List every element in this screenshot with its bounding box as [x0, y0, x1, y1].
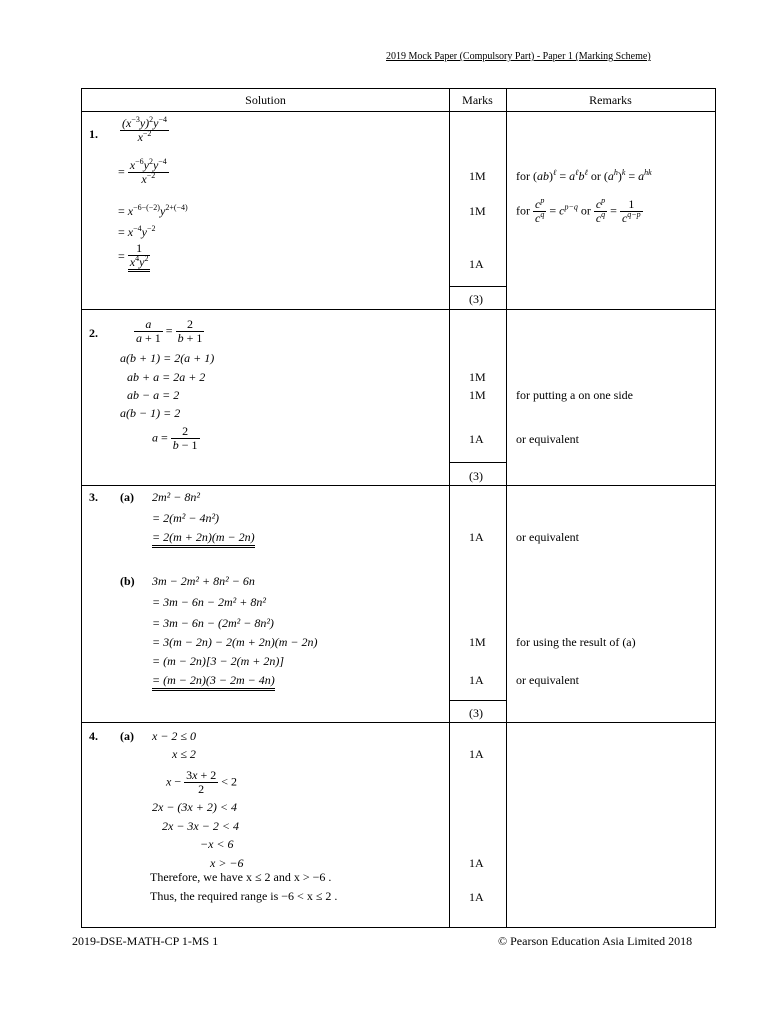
remark: for $(ab)^\ell = a^\ell b^\ell$ or $(a^h)^k = a^{hk}$: [516, 168, 652, 183]
row-divider: [82, 111, 715, 112]
q4-step: x ≤ 2: [172, 747, 196, 761]
header-marks: Marks: [462, 93, 493, 107]
q1-step: = $x^{-4}y^{-2}$: [118, 224, 156, 239]
part-label: (a): [120, 729, 134, 743]
q4-step: x > −6: [210, 856, 244, 870]
q3a-step: 2m² − 8n²: [152, 490, 200, 504]
remark: for using the result of (a): [516, 635, 636, 649]
question-number: 1.: [89, 127, 98, 141]
q1-expression: $\frac{(x^{-3}y)^2y^{-4}}{x^{-2}}$: [122, 115, 168, 144]
q4-step: 2x − (3x + 2) < 4: [152, 800, 237, 814]
question-number: 2.: [89, 326, 98, 340]
q3b-step: = (m − 2n)[3 − 2(m + 2n)]: [152, 654, 285, 668]
q1-answer: = $\frac{1}{x^4y^2}$: [118, 242, 150, 272]
part-label: (a): [120, 490, 134, 504]
subtotal-divider: [449, 286, 506, 287]
row-divider: [82, 485, 715, 486]
q3a-answer: = 2(m + 2n)(m − 2n): [152, 530, 255, 544]
q4-conclusion: Thus, the required range is −6 < x ≤ 2 .: [150, 889, 338, 903]
mark-total: (3): [469, 469, 483, 483]
q2-answer: a = $\frac{2}{b - 1}$: [152, 424, 198, 452]
remark: or equivalent: [516, 673, 579, 687]
mark: 1M: [469, 388, 486, 402]
q3b-step: = 3m − 6n − (2m² − 8n²): [152, 616, 274, 630]
remark: or equivalent: [516, 432, 579, 446]
mark-total: (3): [469, 706, 483, 720]
q1-step: = $x^{-6-(-2)}y^{2+(-4)}$: [118, 203, 188, 218]
q2-step: ab − a = 2: [127, 388, 180, 402]
q3b-answer: = (m − 2n)(3 − 2m − 4n): [152, 673, 275, 687]
header-remarks: Remarks: [589, 93, 632, 107]
q2-step: a(b + 1) = 2(a + 1): [120, 351, 215, 365]
subtotal-divider: [449, 462, 506, 463]
q4-conclusion: Therefore, we have x ≤ 2 and x > −6 .: [150, 870, 332, 884]
question-number: 4.: [89, 729, 98, 743]
mark: 1A: [469, 747, 484, 761]
question-number: 3.: [89, 490, 98, 504]
row-divider: [82, 309, 715, 310]
q4-step: x − 2 ≤ 0: [152, 729, 197, 743]
mark: 1M: [469, 635, 486, 649]
q2-step: a(b − 1) = 2: [120, 406, 181, 420]
subtotal-divider: [449, 700, 506, 701]
q3a-step: = 2(m² − 4n²): [152, 511, 220, 525]
page-header: 2019 Mock Paper (Compulsory Part) - Paper 1 (Marking Scheme): [386, 51, 651, 62]
q3b-step: 3m − 2m² + 8n² − 6n: [152, 574, 255, 588]
mark: 1A: [469, 856, 484, 870]
column-divider: [449, 89, 450, 927]
q4-step: −x < 6: [200, 837, 234, 851]
remark: for $\frac{c^p}{c^q}$ = $c^{p-q}$ or $\frac{c^p}{c^q}$ = $\frac{1}{c^{q-p}}$: [516, 196, 641, 225]
q3b-step: = 3(m − 2n) − 2(m + 2n)(m − 2n): [152, 635, 318, 649]
remark: for putting a on one side: [516, 388, 633, 402]
q4-step: x − $\frac{3x + 2}{2}$ < 2: [166, 768, 237, 796]
header-solution: Solution: [245, 93, 286, 107]
remark: or equivalent: [516, 530, 579, 544]
mark: 1M: [469, 169, 486, 183]
marking-scheme-table: [81, 88, 716, 928]
mark: 1A: [469, 432, 484, 446]
mark: 1A: [469, 530, 484, 544]
q1-step: = $\frac{x^{-6}y^2y^{-4}}{x^{-2}}$: [118, 157, 167, 186]
mark: 1M: [469, 370, 486, 384]
mark: 1A: [469, 257, 484, 271]
mark: 1M: [469, 204, 486, 218]
mark: 1A: [469, 673, 484, 687]
footer-copyright: © Pearson Education Asia Limited 2018: [498, 934, 693, 948]
mark-total: (3): [469, 292, 483, 306]
mark: 1A: [469, 890, 484, 904]
part-label: (b): [120, 574, 135, 588]
q3b-step: = 3m − 6n − 2m² + 8n²: [152, 595, 266, 609]
q2-equation: $\frac{a}{a + 1}$ = $\frac{2}{b + 1}$: [136, 317, 203, 345]
footer-code: 2019-DSE-MATH-CP 1-MS 1: [72, 934, 219, 948]
column-divider: [506, 89, 507, 927]
q2-step: ab + a = 2a + 2: [127, 370, 206, 384]
row-divider: [82, 722, 715, 723]
q4-step: 2x − 3x − 2 < 4: [162, 819, 239, 833]
